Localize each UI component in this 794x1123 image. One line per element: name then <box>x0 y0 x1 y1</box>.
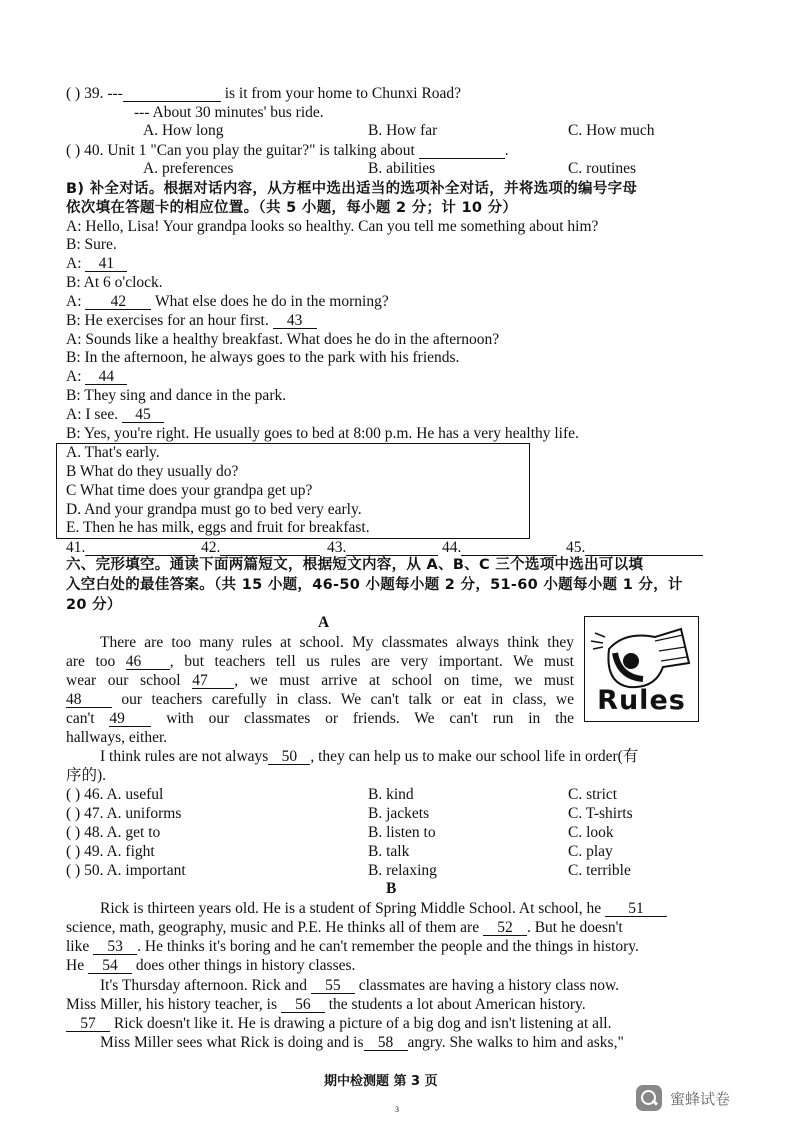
passage-line: like 53 . He thinks it's boring and he can't remember the people and the things in history. <box>66 938 639 955</box>
passage-line: are too 46 , but teachers tell us rules are very important. We must <box>66 653 574 670</box>
dialog-line: A: Hello, Lisa! Your grandpa looks so healthy. Can you tell me something about him? <box>66 218 599 235</box>
page-footer: 期中检测题 第 3 页 <box>324 1074 438 1089</box>
dialog-line: B: In the afternoon, he always goes to the park with his friends. <box>66 349 460 366</box>
option-d: D. And your grandpa must go to bed very early. <box>66 501 362 518</box>
question-39: ( ) 39. --- is it from your home to Chunxi Road? <box>66 85 462 102</box>
option-a: A. That's early. <box>66 444 160 461</box>
option-c: C What time does your grandpa get up? <box>66 482 313 499</box>
dialog-line: A: Sounds like a healthy breakfast. What does he do in the afternoon? <box>66 331 500 348</box>
option-40-b: B. abilities <box>368 160 436 177</box>
passage-line: 48 our teachers carefully in class. We can't talk or eat in class, we <box>66 691 574 708</box>
passage-line: He 54 does other things in history classes. <box>66 957 356 974</box>
option-48-c: C. look <box>568 824 614 841</box>
search-icon <box>636 1085 662 1111</box>
passage-line: Miss Miller, his history teacher, is 56 the students a lot about American history. <box>66 996 586 1013</box>
passage-line: It's Thursday afternoon. Rick and 55 classmates are having a history class now. <box>100 977 620 994</box>
option-46-b: B. kind <box>368 786 414 803</box>
section-6-heading: 六、完形填空。通读下面两篇短文，根据短文内容，从 A、B、C 三个选项中选出可以填 <box>66 557 644 573</box>
section-6-heading-3: 20 分） <box>66 597 122 613</box>
page-number: 3 <box>395 1105 399 1114</box>
answer-blank-45: 45. <box>566 539 703 557</box>
answer-blank-44: 44. <box>442 539 557 557</box>
question-48: ( ) 48. A. get to <box>66 824 161 841</box>
passage-line: Rick is thirteen years old. He is a student of Spring Middle School. At school, he 51 <box>100 900 667 918</box>
dialog-line: B: They sing and dance in the park. <box>66 387 287 404</box>
dialog-line: A: 44 <box>66 368 127 386</box>
section-b-heading: B) 补全对话。根据对话内容，从方框中选出适当的选项补全对话，并将选项的编号字母 <box>66 181 638 197</box>
dialog-line: B: Sure. <box>66 236 117 253</box>
question-40: ( ) 40. Unit 1 "Can you play the guitar?" is talking about . <box>66 142 509 159</box>
option-50-c: C. terrible <box>568 862 631 879</box>
dialog-line: B: At 6 o'clock. <box>66 274 163 291</box>
watermark-text: 蜜蜂试卷 <box>670 1089 731 1108</box>
option-40-c: C. routines <box>568 160 637 177</box>
option-49-b: B. talk <box>368 843 410 860</box>
question-47: ( ) 47. A. uniforms <box>66 805 182 822</box>
rules-illustration <box>584 616 699 722</box>
passage-line: can't 49 with our classmates or friends. We can't run in the <box>66 710 574 727</box>
passage-line: 序的). <box>66 767 107 784</box>
dialog-line: B: Yes, you're right. He usually goes to bed at 8:00 p.m. He has a very healthy life. <box>66 425 579 442</box>
answer-blank-41: 41. <box>66 539 195 557</box>
option-40-a: A. preferences <box>143 160 234 177</box>
passage-line: Miss Miller sees what Rick is doing and is 58 angry. She walks to him and asks," <box>100 1034 624 1051</box>
passage-line: I think rules are not always 50 , they can help us to make our school life in order(有 <box>100 748 639 765</box>
option-47-b: B. jackets <box>368 805 430 822</box>
section-b-heading-2: 依次填在答题卡的相应位置。（共 5 小题，每小题 2 分；计 10 分） <box>66 200 518 216</box>
section-6-heading-2: 入空白处的最佳答案。（共 15 小题，46-50 小题每小题 2 分，51-60 小题每小题 1 分，计 <box>66 577 683 593</box>
passage-line: 57 Rick doesn't like it. He is drawing a picture of a big dog and isn't listening at all. <box>66 1015 612 1033</box>
passage-a-title: A <box>318 614 330 631</box>
dialog-line: A: 42 What else does he do in the morning? <box>66 293 389 310</box>
answer-blank-42: 42. <box>201 539 320 557</box>
question-39-answer: --- About 30 minutes' bus ride. <box>134 104 324 121</box>
option-39-a: A. How long <box>143 122 224 139</box>
question-46: ( ) 46. A. useful <box>66 786 164 803</box>
question-49: ( ) 49. A. fight <box>66 843 155 860</box>
passage-line: science, math, geography, music and P.E. He thinks all of them are 52 . But he doesn't <box>66 919 623 936</box>
dialog-line: B: He exercises for an hour first. 43 <box>66 312 317 330</box>
option-39-b: B. How far <box>368 122 438 139</box>
option-48-b: B. listen to <box>368 824 436 841</box>
passage-line: hallways, either. <box>66 729 168 746</box>
option-39-c: C. How much <box>568 122 655 139</box>
dialog-line: A: 41 <box>66 255 127 273</box>
option-49-c: C. play <box>568 843 613 860</box>
passage-line: There are too many rules at school. My classmates always think they <box>100 634 574 651</box>
option-e: E. Then he has milk, eggs and fruit for breakfast. <box>66 519 370 536</box>
option-b: B What do they usually do? <box>66 463 239 480</box>
rules-label: Rules <box>597 685 686 716</box>
passage-line: wear our school 47 , we must arrive at school on time, we must <box>66 672 575 689</box>
answer-blank-43: 43. <box>327 539 438 557</box>
watermark <box>636 1085 730 1111</box>
dialog-line: A: I see. 45 <box>66 406 164 424</box>
question-50: ( ) 50. A. important <box>66 862 186 879</box>
passage-b-title: B <box>386 880 397 897</box>
option-47-c: C. T-shirts <box>568 805 633 822</box>
option-50-b: B. relaxing <box>368 862 437 879</box>
option-46-c: C. strict <box>568 786 618 803</box>
